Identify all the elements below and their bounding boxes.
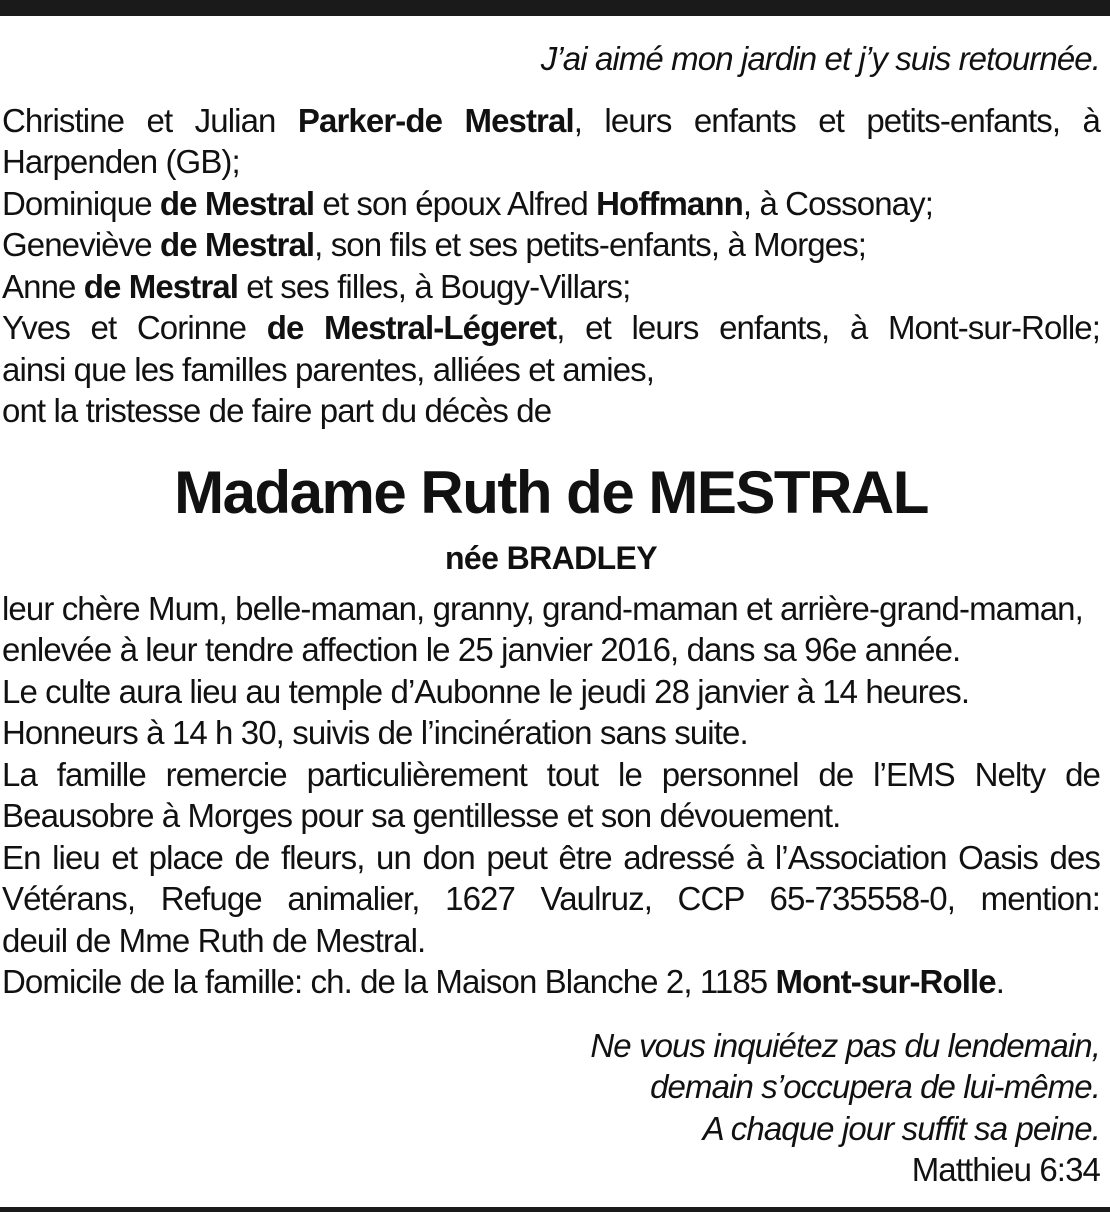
family-surname: de Mestral [159,184,315,222]
epigraph: J’ai aimé mon jardin et j’y suis retournée. [540,40,1100,77]
domicile-text: . [995,963,1005,1000]
family-text: et son époux Alfred [314,184,597,222]
family-line [2,307,1100,349]
verse-line: demain s’occupera de lui-même. [650,1068,1100,1105]
closing-verse [2,1025,1100,1191]
deceased-name: Madame Ruth de MESTRAL [174,458,928,526]
domicile-town: Mont-sur-Rolle [775,963,996,1000]
verse-reference: Matthieu 6:34 [911,1151,1100,1188]
family-text: Christine et Julian [2,101,298,139]
top-rule [0,0,1110,16]
ceremony-line: Honneurs à 14 h 30, suivis de l’incinération sans suite. [2,714,748,751]
donation-line: En lieu et place de fleurs, un don peut être adressé à l’Association Oasis des [2,838,1100,876]
body-line: leur chère Mum, belle-maman, granny, grand-maman et arrière-grand-maman, [2,589,1083,627]
family-line [2,224,1100,266]
family-line-continued: Harpenden (GB); [2,143,240,180]
notice-body [2,588,1100,1003]
obituary-notice [2,38,1100,1191]
family-surname: de Mestral [159,226,315,263]
family-text: Yves et Corinne [2,309,267,346]
domicile-text: Domicile de la famille: ch. de la Maison Blanche 2, 1185 [2,963,776,1000]
family-text: Dominique [2,184,160,222]
body-line: enlevée à leur tendre affection le 25 janvier 2016, dans sa 96e année. [2,631,961,668]
family-line [2,266,1100,308]
verse-line: Ne vous inquiétez pas du lendemain, [590,1026,1100,1064]
family-surname: de Mestral-Légeret [266,309,557,346]
verse-line: A chaque jour suffit sa peine. [702,1109,1100,1147]
thanks-line: La famille remercie particulièrement tout le personnel de l’EMS Nelty de [2,755,1100,793]
family-list [2,100,1100,432]
ceremony-line: Le culte aura lieu au temple d’Aubonne le jeudi 28 janvier à 14 heures. [2,672,970,710]
family-text: , son fils et ses petits-enfants, à Morges; [314,226,867,263]
birth-name: née BRADLEY [444,539,658,576]
family-surname: Hoffmann [596,184,743,222]
family-line [2,100,1100,142]
family-surname: Parker-de Mestral [297,101,574,139]
family-surname: de Mestral [83,267,238,305]
family-line [2,183,1100,225]
family-text: , et leurs enfants, à Mont-sur-Rolle; [556,309,1100,346]
family-text: Anne [2,267,84,305]
family-text: , leurs enfants et petits-enfants, à [573,101,1101,139]
bottom-rule [0,1207,1110,1212]
thanks-line: Beausobre à Morges pour sa gentillesse et son dévouement. [2,797,841,834]
allied-families: ainsi que les familles parentes, alliées et amies, [2,350,655,388]
donation-line: deuil de Mme Ruth de Mestral. [2,921,426,959]
domicile-line [2,961,1100,1003]
family-text: et ses filles, à Bougy-Villars; [237,267,631,305]
family-text: , à Cossonay; [742,184,933,222]
announcement: ont la tristesse de faire part du décès de [2,392,552,429]
family-text: Geneviève [2,226,160,263]
donation-line: Vétérans, Refuge animalier, 1627 Vaulruz, CCP 65-735558-0, mention: [2,880,1100,917]
